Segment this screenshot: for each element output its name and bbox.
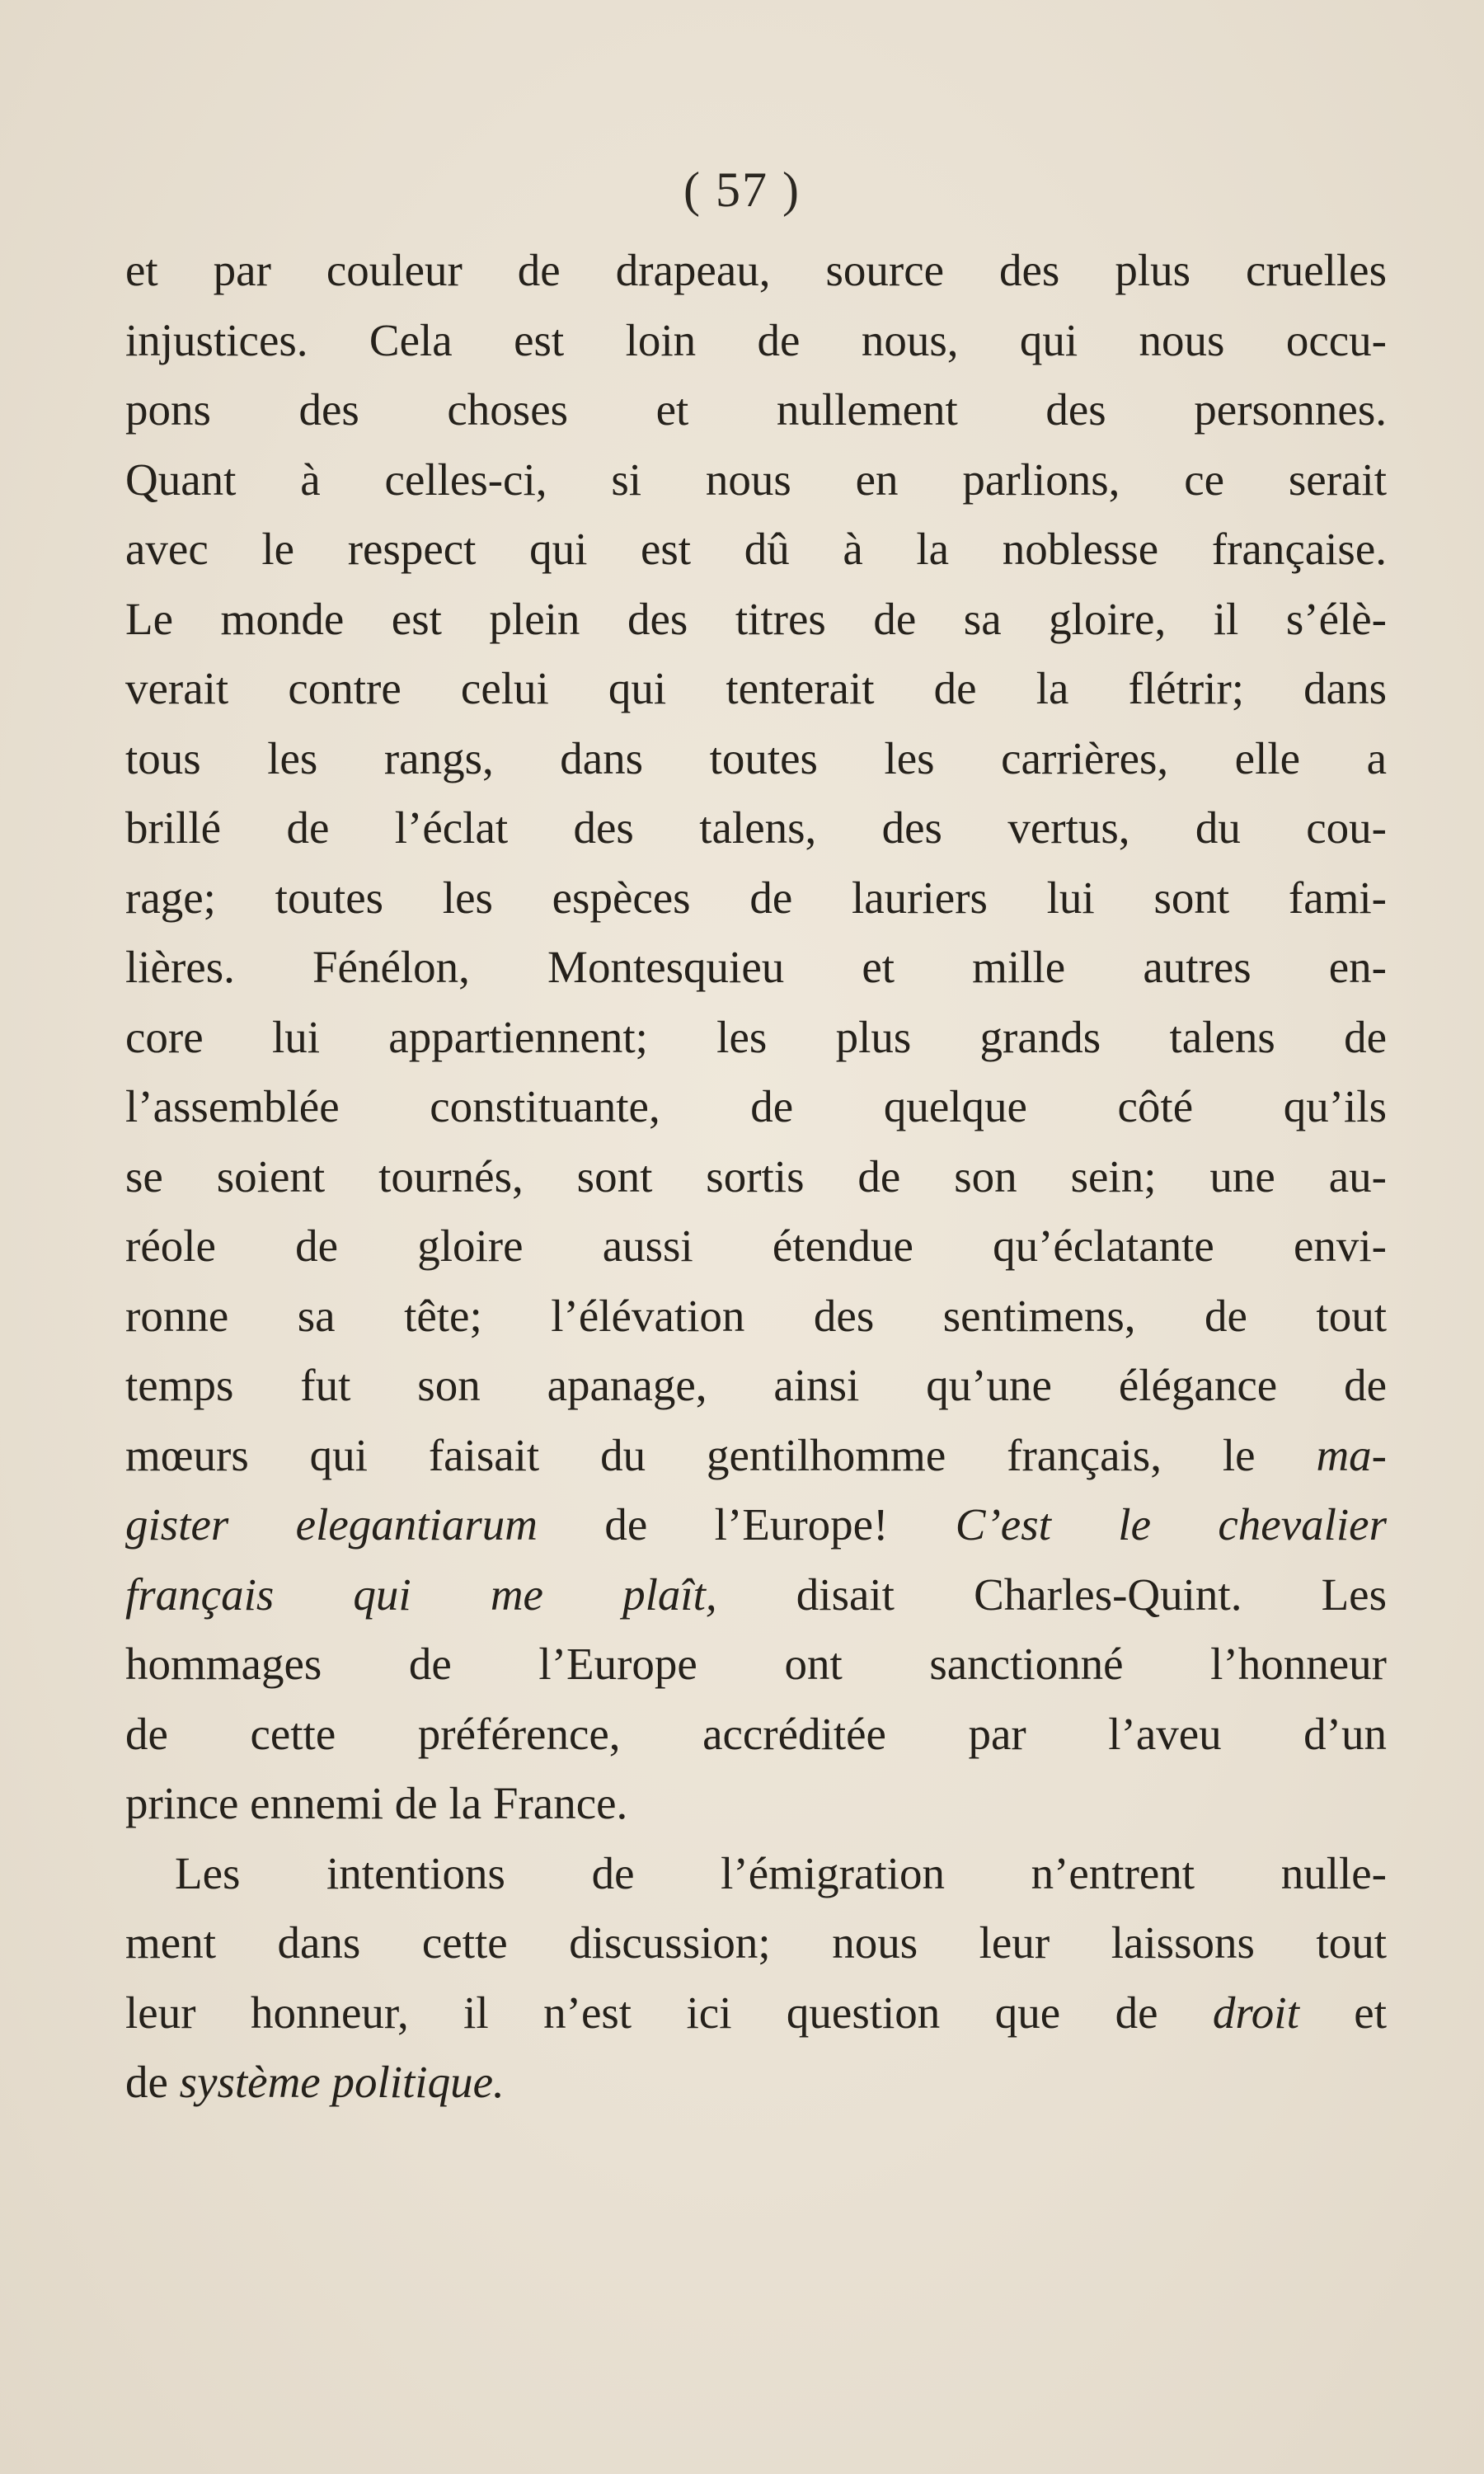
text-line xyxy=(125,1072,1387,1142)
text-segment: et par couleur de drapeau, source des plus cruelles xyxy=(125,245,1387,295)
text-line xyxy=(125,1978,1387,2048)
text-segment: Quant à celles-ci, si nous en parlions, ce serait xyxy=(125,454,1387,505)
text-segment: ronne sa tête; l’élévation des sentimens, de tout xyxy=(125,1290,1387,1341)
text-segment: prince ennemi de la France. xyxy=(125,1778,628,1828)
text-line xyxy=(125,863,1387,934)
text-line xyxy=(125,1490,1387,1560)
text-line xyxy=(125,1908,1387,1978)
text-segment: de xyxy=(125,2057,180,2107)
text-segment: leur honneur, il n’est ici question que de xyxy=(125,1987,1213,2038)
text-segment: l’assemblée constituante, de quelque côté qu’ils xyxy=(125,1081,1387,1131)
text-line xyxy=(125,2048,1387,2118)
text-line xyxy=(125,1282,1387,1352)
text-segment: se soient tournés, sont sortis de son sein; une au- xyxy=(125,1150,1387,1202)
text-segment: Les intentions de l’émigration n’entrent nulle- xyxy=(175,1847,1387,1898)
text-line xyxy=(125,1700,1387,1770)
italic-text: droit xyxy=(1212,1987,1299,2038)
text-segment: Le monde est plein des titres de sa gloire, il s’élè- xyxy=(125,593,1387,644)
text-segment: rage; toutes les espèces de lauriers lui sont fami- xyxy=(125,872,1387,923)
text-line xyxy=(125,933,1387,1003)
text-line xyxy=(125,1211,1387,1282)
text-line xyxy=(125,1839,1387,1909)
italic-text: français qui me plaît, xyxy=(125,1569,717,1620)
text-segment: verait contre celui qui tenterait de la flétrir; dans xyxy=(125,663,1387,713)
italic-text: système politique. xyxy=(179,2057,505,2107)
text-segment: hommages de l’Europe ont sanctionné l’honneur xyxy=(125,1639,1387,1689)
text-segment: avec le respect qui est dû à la noblesse française. xyxy=(125,524,1387,574)
body-text xyxy=(125,236,1387,2118)
text-line xyxy=(125,236,1387,306)
italic-text: gister elegantiarum xyxy=(125,1499,538,1550)
text-segment: tous les rangs, dans toutes les carrières, elle a xyxy=(125,732,1387,783)
text-line xyxy=(125,1142,1387,1212)
text-segment: lières. Fénélon, Montesquieu et mille autres en- xyxy=(125,942,1387,992)
text-segment: ment dans cette discussion; nous leur laissons tout xyxy=(125,1917,1387,1968)
text-line xyxy=(125,1421,1387,1491)
text-line xyxy=(125,375,1387,445)
text-line xyxy=(125,306,1387,376)
text-segment: core lui appartiennent; les plus grands talens de xyxy=(125,1011,1387,1062)
text-line xyxy=(125,654,1387,724)
italic-text: C’est le chevalier xyxy=(955,1499,1387,1550)
text-line xyxy=(125,585,1387,655)
text-segment: pons des choses et nullement des personnes. xyxy=(125,384,1387,435)
text-segment: temps fut son apanage, ainsi qu’une élégance de xyxy=(125,1360,1387,1410)
text-segment: réole de gloire aussi étendue qu’éclatante envi- xyxy=(125,1221,1387,1271)
text-segment: et xyxy=(1298,1987,1387,2038)
text-line xyxy=(125,1560,1387,1630)
text-segment: de l’Europe! xyxy=(537,1499,956,1550)
text-line xyxy=(125,793,1387,863)
text-line xyxy=(125,1630,1387,1700)
text-segment: de cette préférence, accréditée par l’aveu d’un xyxy=(125,1708,1387,1759)
text-segment: mœurs qui faisait du gentilhomme français, le xyxy=(125,1429,1317,1480)
text-line xyxy=(125,515,1387,585)
text-line xyxy=(125,445,1387,515)
text-segment: brillé de l’éclat des talens, des vertus, du cou- xyxy=(125,802,1387,853)
text-line xyxy=(125,724,1387,794)
page-number: ( 57 ) xyxy=(683,162,801,217)
text-line xyxy=(125,1769,1387,1839)
text-line xyxy=(125,1003,1387,1073)
italic-text: ma- xyxy=(1316,1429,1387,1480)
text-line xyxy=(125,1351,1387,1421)
text-segment: disait Charles-Quint. Les xyxy=(716,1569,1387,1620)
text-segment: injustices. Cela est loin de nous, qui nous occu- xyxy=(125,314,1387,365)
